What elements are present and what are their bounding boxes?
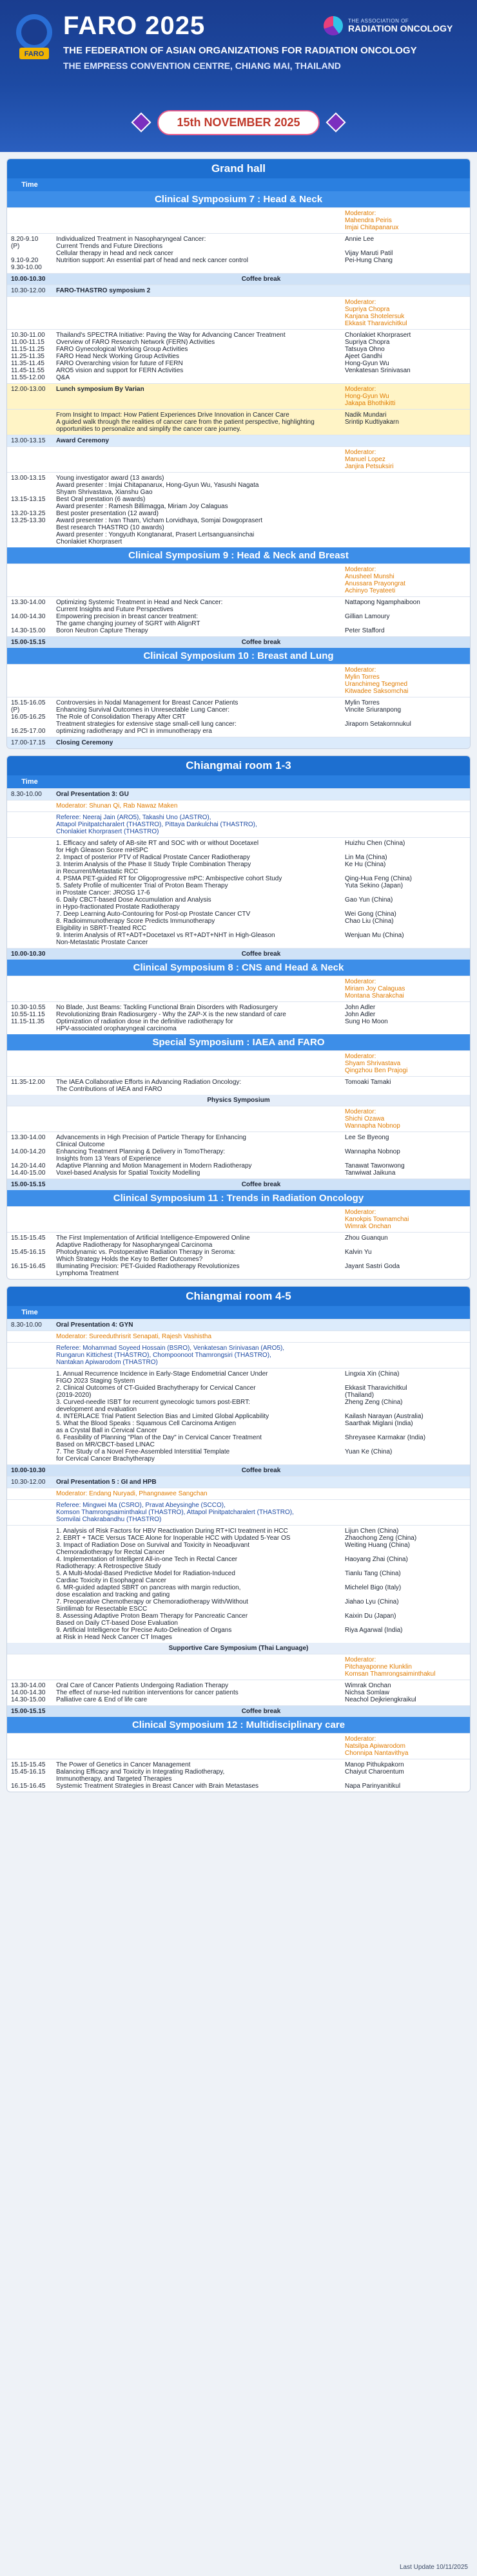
- referee: Referee: Neeraj Jain (ARO5), Takashi Uno (JASTRO), Attapol Pinitpatcharalert (THASTRO), Pittaya Dankulchai (THASTRO), Chonlakiet Khorprasert (THASTRO): [56, 814, 257, 835]
- symposium-title: Clinical Symposium 9 : Head & Neck and Breast: [7, 547, 470, 564]
- time-cell: 8.30-10.00: [11, 791, 42, 798]
- event-date: 15th NOVEMBER 2025: [157, 110, 319, 135]
- topic-cell: Controversies in Nodal Management for Breast Cancer Patients Enhancing Survival Outcomes in Unresectable Lung Cancer: The Role of Consolidation Therapy After CRT Treatment strategies for extensive stage small-cell lung cancer: optimizing radiotherapy and PCI in immunotherapy era: [56, 699, 238, 735]
- topic-cell: Oral Care of Cancer Patients Undergoing Radiation Therapy The effect of nurse-led nutrition interventions for cancer patients Palliative care & End of life care: [56, 1682, 238, 1703]
- time-cell: 13.30-14.00 14.00-14.30 14.30-15.00: [11, 599, 46, 634]
- speaker-cell: Lijun Chen (China) Zhaochong Zeng (China) Weiting Huang (China) Haoyang Zhai (China) Tianlu Tang (China) Michelel Bigo (Italy) Jiahao Lyu (China) Kaixin Du (Japan) Riya Agarwal (India): [345, 1528, 417, 1634]
- symposium-title: Clinical Symposium 7 : Head & Neck: [7, 191, 470, 207]
- radiation-oncology-logo: [324, 13, 465, 39]
- speaker-cell: Tomoaki Tamaki: [345, 1079, 391, 1086]
- time-cell: 15.15-15.45 15.45-16.15 16.15-16.45: [11, 1761, 46, 1790]
- moderator: Moderator: Pitchayaponne Klunklin Komsan Thamrongsaiminthakul: [345, 1656, 436, 1678]
- symposium-title: Clinical Symposium 8 : CNS and Head & Neck: [7, 960, 470, 976]
- faro-logo-icon: [12, 8, 57, 66]
- time-cell: 13.30-14.00 14.00-14.20 14.20-14.40 14.40-15.00: [11, 1134, 46, 1177]
- topic-cell: No Blade, Just Beams: Tackling Functional Brain Disorders with Radiosurgery Revolutionizing Brain Radiosurgery - Why the ZAP-X is the new standard of care Optimization of radiation dose in the definitive radiotherapy for HPV-associated oropharyngeal carcinoma: [56, 1004, 286, 1032]
- time-cell: 10.30-12.00: [11, 287, 46, 294]
- speaker-cell: Nadik Mundari Srintip Kudtiyakarn: [345, 412, 399, 426]
- speaker-cell: Lee Se Byeong Wannapha Nobnop Tanawat Tawonwong Tanwiwat Jaikuna: [345, 1134, 405, 1177]
- speaker-cell: Annie Lee Vijay Maruti Patil Pei-Hung Chang: [345, 236, 393, 264]
- time-cell: 8.20-9.10 (P) 9.10-9.20 9.30-10.00: [11, 236, 42, 271]
- topic-cell: From Insight to Impact: How Patient Experiences Drive Innovation in Cancer Care A guided walk through the realities of cancer care from the patient perspective, highlighting opportunities to personalize and simplify the cancer care journey.: [56, 412, 315, 433]
- diamond-right-icon: [326, 112, 346, 132]
- time-cell: 12.00-13.00: [11, 386, 46, 393]
- time-cell: 10.30-12.00: [11, 1479, 46, 1486]
- time-cell: 10.30-11.00 11.00-11.15 11.15-11.25 11.25-11.35 11.35-11.45 11.45-11.55 11.55-12.00: [11, 332, 45, 381]
- moderator: Moderator: Shichi Ozawa Wannapha Nobnop: [345, 1108, 400, 1130]
- topic-cell: Optimizing Systemic Treatment in Head and Neck Cancer: Current Insights and Future Perspectives Empowering precision in breast cancer treatment: The game changing journey of SGRT with AlignRT Boron Neutron Capture Therapy: [56, 599, 223, 634]
- break-time: 10.00-10.30: [11, 276, 46, 283]
- moderator: Moderator: Endang Nuryadi, Phangnawee Sangchan: [56, 1490, 208, 1497]
- moderator: Moderator: Anusheel Munshi Anussara Prayongrat Achinyo Teyateeti: [345, 566, 405, 594]
- event-title: FARO 2025: [63, 12, 206, 40]
- time-cell: 15.15-16.05 (P) 16.05-16.25 16.25-17.00: [11, 699, 46, 735]
- chiangmai-13-section: [6, 755, 471, 1280]
- last-update: Last Update 10/11/2025: [399, 2564, 468, 2571]
- coffee-break: Coffee break: [241, 276, 281, 283]
- svg-text:FARO: FARO: [24, 50, 44, 58]
- speaker-cell: Mylin Torres Vincite Sriuranpong Jiraporn Setakornnukul: [345, 699, 411, 728]
- break-time: 10.00-10.30: [11, 951, 46, 958]
- grand-hall-section: [6, 158, 471, 749]
- coffee-break: Coffee break: [241, 1467, 281, 1474]
- session-title: Supportive Care Symposium (Thai Language): [7, 1643, 470, 1654]
- topic-cell: Individualized Treatment in Nasopharyngeal Cancer: Current Trends and Future Directions Cellular therapy in head and neck cancer Nutrition support: An essential part of head and neck cancer control: [56, 236, 248, 264]
- topic-cell: Advancements in High Precision of Particle Therapy for Enhancing Clinical Outcome Enhancing Treatment Planning & Delivery in TomoTherapy: Insights from 13 Years of Experience Adaptive Planning and Motion Management in Modern Radiotherapy Voxel-based Analysis for Spatial Toxicity Modelling: [56, 1134, 252, 1177]
- coffee-break: Coffee break: [241, 639, 281, 646]
- moderator: Moderator: Mylin Torres Uranchimeg Tsegmed Kitwadee Saksomchai: [345, 667, 409, 695]
- session-title: Closing Ceremony: [56, 739, 113, 746]
- col-time: Time: [21, 778, 38, 786]
- speaker-cell: Manop Pithukpakorn Chaiyut Charoentum Napa Parinyanitikul: [345, 1761, 404, 1790]
- time-cell: 10.30-10.55 10.55-11.15 11.15-11.35: [11, 1004, 46, 1025]
- session-title: Oral Presentation 5 : GI and HPB: [56, 1479, 157, 1486]
- topic-cell: Young investigator award (13 awards) Award presenter : Imjai Chitapanarux, Hong-Gyun Wu, Yasushi Nagata Shyam Shrivastava, Xianshu Gao Best Oral prestation (6 awards) Award presenter : Ramesh Billimagga, Miriam Joy Calaguas Best poster presentation (12 award) Award presenter : Ivan Tham, Vicham Lorvidhaya, Somjai Dowgoprasert Best research THASTRO (10 awards) Award presenter : Yongyuth Kongtanarat, Prasert Lertsanguansinchai Chonlakiet Khorprasert: [56, 475, 263, 545]
- room-title: Chiangmai room 1-3: [7, 756, 470, 775]
- time-cell: 15.15-15.45 15.45-16.15 16.15-16.45: [11, 1235, 46, 1270]
- moderator: Moderator: Miriam Joy Calaguas Montana Sharakchai: [345, 978, 405, 999]
- time-cell: 11.35-12.00: [11, 1079, 45, 1086]
- referee: Referee: Mohammad Soyeed Hossain (BSRO), Venkatesan Srinivasan (ARO5), Rungarun Kittichest (THASTRO), Chompoonoot Thamrongsiri (THASTRO), Nantakan Apiwarodom (THASTRO): [56, 1345, 285, 1366]
- chiangmai-45-section: [6, 1286, 471, 1792]
- moderator: Moderator: Shunan Qi, Rab Nawaz Maken: [56, 802, 178, 810]
- time-cell: 8.30-10.00: [11, 1321, 42, 1329]
- time-cell: 17.00-17.15: [11, 739, 46, 746]
- referee: Referee: Mingwei Ma (CSRO), Pravat Abeysinghe (SCCO), Komson Thamrongsaiminthakul (THASTRO), Attapol Pinitpatcharalert (THASTRO), Somvilai Chakrabandhu (THASTRO): [56, 1502, 294, 1523]
- topic-cell: The IAEA Collaborative Efforts in Advancing Radiation Oncology: The Contributions of IAEA and FARO: [56, 1079, 242, 1093]
- session-title: Award Ceremony: [56, 437, 110, 444]
- speaker-cell: Nattapong Ngamphaiboon Gillian Lamoury Peter Stafford: [345, 599, 420, 634]
- speaker-cell: Wimrak Onchan Nichsa Somlaw Neachol Dejkriengkraikul: [345, 1682, 416, 1703]
- moderator: Moderator: Sureeduthrisrit Senapati, Rajesh Vashistha: [56, 1333, 212, 1340]
- tasro-logo-icon: [324, 16, 343, 35]
- col-time: Time: [21, 181, 38, 189]
- session-title: Oral Presentation 4: GYN: [56, 1321, 133, 1329]
- moderator: Moderator: Supriya Chopra Kanjana Shotelersuk Ekkasit Tharavichitkul: [345, 299, 407, 327]
- org-small-label: THE ASSOCIATION OF: [348, 18, 409, 24]
- topic-cell: Thailand's SPECTRA Initiative: Paving the Way for Advancing Cancer Treatment Overview of FARO Research Network (FERN) Activities FARO Gynecological Working Group Activities FARO Head Neck Working Group Activities FARO Overarching vision for future of FERN ARO5 vision and support for FERN Activities Q&A: [56, 332, 286, 381]
- speaker-cell: Lingxia Xin (China) Ekkasit Tharavichitkul (Thailand) Zheng Zeng (China) Kailash Narayan (Australia) Saarthak Miglani (India) Shreyasee Karmakar (India) Yuan Ke (China): [345, 1370, 426, 1455]
- org-big-label: RADIATION ONCOLOGY: [348, 23, 453, 34]
- symposium-title: Clinical Symposium 10 : Breast and Lung: [7, 648, 470, 664]
- moderator: Moderator: Shyam Shrivastava Qingzhou Ben Prajogi: [345, 1053, 408, 1074]
- speaker-cell: Huizhu Chen (China) Lin Ma (China) Ke Hu (China) Qing-Hua Feng (China) Yuta Sekino (Japan) Gao Yun (China) Wei Gong (China) Chao Liu (China) Wenjuan Mu (China): [345, 840, 412, 939]
- room-title: Chiangmai room 4-5: [7, 1287, 470, 1306]
- break-time: 10.00-10.30: [11, 1467, 46, 1474]
- topic-cell: 1. Efficacy and safety of AB-site RT and SOC with or without Docetaxel for High Gleason Score mHSPC 2. Impact of posterior PTV of Radical Prostate Cancer Radiotherapy 3. Interim Analysis of the Phase II Study Triple Combination Therapy in Recurrent/Metastatic RCC 4. PSMA PET-guided RT for Oligoprogressive mPC: Ambispective cohort Study 5. Safety Profile of multicenter Trial of Proton Beam Therapy in Prostate Cancer: JROSG 17-6 6. Daily CBCT-based Dose Accumulation and Analysis in Hypo-fractionated Prostate Radiotherapy 7. Deep Learning Auto-Contouring for Post-op Prostate Cancer CTV 8. Radioimmunotherapy Score Predicts Immunotherapy Eligibility in SBRT-Treated RCC 9. Interim Analysis of RT+ADT+Docetaxel vs RT+ADT+NHT in High-Gleason Non-Metastatic Prostate Cancer: [56, 840, 282, 946]
- venue-title: THE EMPRESS CONVENTION CENTRE, CHIANG MAI, THAILAND: [63, 61, 341, 71]
- col-time: Time: [21, 1309, 38, 1316]
- session-title: FARO-THASTRO symposium 2: [56, 287, 151, 294]
- speaker-cell: Chonlakiet Khorprasert Supriya Chopra Tatsuya Ohno Ajeet Gandhi Hong-Gyun Wu Venkatesan Srinivasan: [345, 332, 411, 374]
- symposium-title: Special Symposium : IAEA and FARO: [7, 1034, 470, 1050]
- header-banner: [0, 0, 477, 152]
- break-time: 15.00-15.15: [11, 639, 46, 646]
- coffee-break: Coffee break: [241, 1181, 281, 1188]
- speaker-cell: John Adler John Adler Sung Ho Moon: [345, 1004, 388, 1025]
- session-title: Physics Symposium: [7, 1095, 470, 1106]
- topic-cell: 1. Annual Recurrence Incidence in Early-Stage Endometrial Cancer Under FIGO 2023 Staging System 2. Clinical Outcomes of CT-Guided Brachytherapy for Cervical Cancer (2019-2020) 3. Curved-needle ISBT for recurrent gynecologic tumors post-EBRT: development and evaluation 4. INTERLACE Trial Patient Selection Bias and Limited Global Applicability 5. What the Blood Speaks : Squamous Cell Carcinoma Antigen as a Crystal Ball in Cervical Cancer 6. Feasibility of Planning "Plan of the Day" in Cervical Cancer Treatment Based on MR/CBCT-based LINAC 7. The Study of a Novel Free-Assembled Interstitial Template for Cervical Cancer Brachytherapy: [56, 1370, 269, 1463]
- diamond-left-icon: [131, 112, 151, 132]
- topic-cell: 1. Analysis of Risk Factors for HBV Reactivation During RT+ICI treatment in HCC 2. EBRT + TACE Versus TACE Alone for Inoperable HCC with Updated 5-Year OS 3. Impact of Radiation Dose on Survival and Toxicity in Neoadjuvant Chemoradiotherapy for Rectal Cancer 4. Implementation of Intelligent All-in-one Tech in Rectal Cancer Radiotherapy: A Retrospective Study 5. A Multi-Modal-Based Predictive Model for Radiation-Induced Cardiac Toxicity in Esophageal Cancer 6. MR-guided adapted SBRT on pancreas with margin reduction, dose escalation and tracking and gating 7. Preoperative Chemotherapy or Chemoradiotherapy With/Without Sintilimab for Resectable ESCC 8. Assessing Adaptive Proton Beam Therapy for Pancreatic Cancer Based on Daily CT-based Dose Evaluation 9. Artificial Intelligence for Precise Auto-Delineation of Organs at Risk in Head Neck Cancer CT Images: [56, 1528, 291, 1641]
- topic-cell: The First Implementation of Artificial Intelligence-Empowered Online Adaptive Radiotherapy for Nasopharyngeal Carcinoma Photodynamic vs. Postoperative Radiation Therapy in Seroma: Which Strategy Holds the Key to Better Outcomes? Illuminating Precision: PET-Guided Radiotherapy Revolutionizes Lymphoma Treatment: [56, 1235, 250, 1277]
- moderator: Moderator: Kanokpis Townamchai Wimrak Onchan: [345, 1209, 409, 1230]
- symposium-title: Clinical Symposium 11 : Trends in Radiation Oncology: [7, 1190, 470, 1206]
- break-time: 15.00-15.15: [11, 1181, 46, 1188]
- coffee-break: Coffee break: [241, 1708, 281, 1715]
- moderator: Moderator: Manuel Lopez Janjira Petsuksiri: [345, 449, 394, 470]
- room-title: Grand hall: [7, 159, 470, 178]
- time-cell: 13.00-13.15 13.15-13.15 13.20-13.25 13.25-13.30: [11, 475, 46, 524]
- symposium-title: Clinical Symposium 12 : Multidisciplinary care: [7, 1717, 470, 1733]
- moderator: Moderator: Natsilpa Apiwarodom Chonnipa Nantavithya: [345, 1736, 409, 1757]
- moderator: Moderator: Hong-Gyun Wu Jakapa Bhothikitti: [345, 386, 396, 407]
- topic-cell: The Power of Genetics in Cancer Management Balancing Efficacy and Toxicity in Integrating Radiotherapy, Immunotherapy, and Targeted Therapies Systemic Treatment Strategies in Breast Cancer with Brain Metastases: [56, 1761, 259, 1790]
- time-cell: 13.30-14.00 14.00-14.30 14.30-15.00: [11, 1682, 46, 1703]
- time-cell: 13.00-13.15: [11, 437, 46, 444]
- coffee-break: Coffee break: [241, 951, 281, 958]
- session-title: Oral Presentation 3: GU: [56, 791, 129, 798]
- speaker-cell: Zhou Guanqun Kalvin Yu Jayant Sastri Goda: [345, 1235, 400, 1270]
- break-time: 15.00-15.15: [11, 1708, 46, 1715]
- federation-title: THE FEDERATION OF ASIAN ORGANIZATIONS FOR RADIATION ONCOLOGY: [63, 45, 417, 56]
- moderator: Moderator: Mahendra Peiris Imjai Chitapanarux: [345, 210, 399, 231]
- session-title: Lunch symposium By Varian: [56, 386, 144, 393]
